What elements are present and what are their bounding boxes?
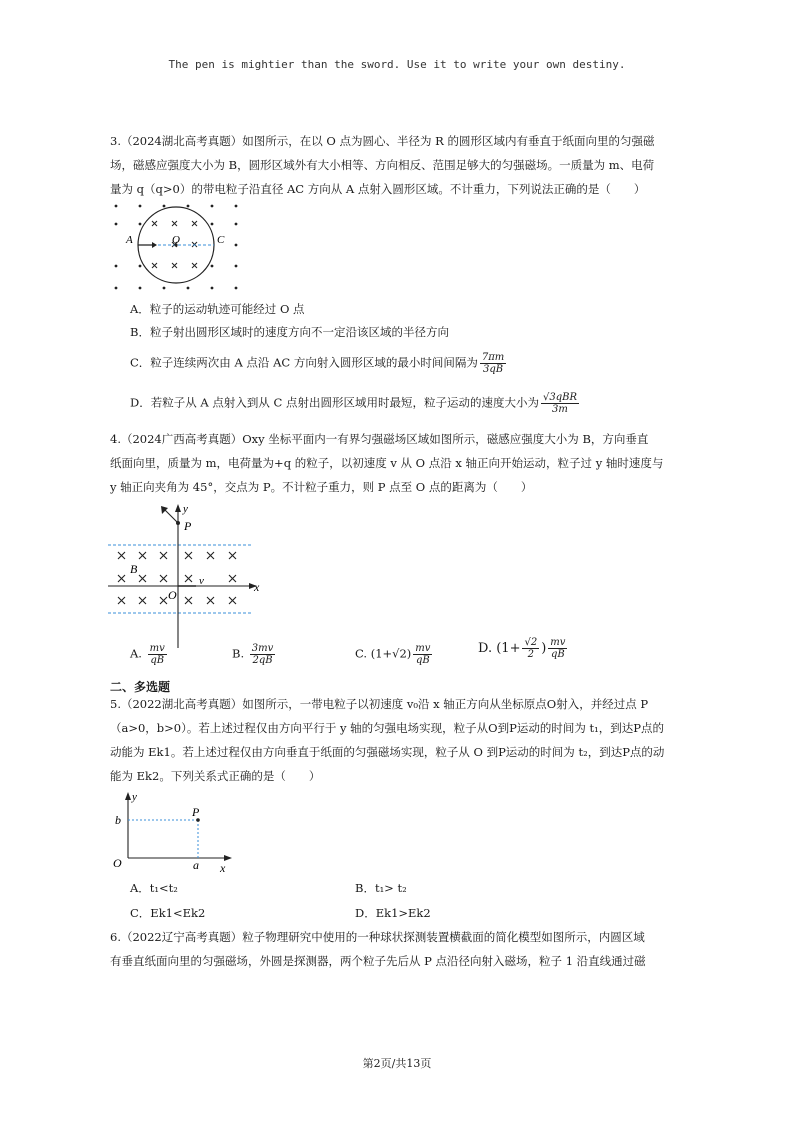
q5-label-p: P [192, 805, 200, 819]
q5-option-b: B．t₁> t₂ [355, 881, 407, 895]
q3-dot-field [115, 205, 238, 290]
q5-label-b: b [115, 813, 121, 827]
q4-b-numerator: 3mv [251, 643, 274, 654]
q4-d-inner-numerator: √2 [524, 637, 538, 648]
section-title-multi-choice: 二、多选题 [110, 680, 171, 694]
q3-label-c: C [217, 234, 225, 246]
q5-y-arrow-icon [125, 792, 131, 800]
q5-line-4: 能为 Ek2。下列关系式正确的是（ ） [110, 769, 321, 783]
q4-label-o: O [168, 588, 177, 602]
q3-option-d [130, 392, 581, 415]
q6-line-1: 6.（2022辽宁高考真题）粒子物理研究中使用的一种球状探测装置横截面的简化模型如图所示，内圆区域 [110, 930, 645, 944]
page-number: 第2页/共13页 [362, 1057, 432, 1070]
q3-line-1: 3.（2024湖北高考真题）如图所示，在以 O 点为圆心、半径为 R 的圆形区域内有垂直于纸面向里的匀强磁 [110, 134, 655, 148]
q4-d-inner-denominator: 2 [527, 649, 535, 660]
q4-exit-arrow-icon [161, 506, 168, 514]
q4-option-d-prefix: (1+ [496, 641, 521, 656]
q5-figure [108, 790, 248, 875]
q3-figure [108, 198, 248, 298]
q4-option-c-label: C. [355, 646, 368, 661]
q3-arrowhead-icon [152, 242, 157, 248]
q4-option-c-prefix: (1+√2) [370, 646, 412, 661]
q4-cross-field [118, 552, 236, 604]
q3-option-c-fraction [480, 352, 506, 375]
q3-d-denominator: 3m [552, 404, 568, 415]
q4-c-denominator: qB [415, 655, 430, 666]
q4-option-d-fraction [548, 637, 567, 660]
q3-option-c-text: C．粒子连续两次由 A 点沿 AC 方向射入圆形区域的最小时间间隔为 [130, 355, 478, 370]
q4-label-x: x [254, 580, 260, 594]
q4-line-3: y 轴正向夹角为 45°，交点为 P。不计粒子重力，则 P 点至 O 点的距离为（ ） [110, 480, 533, 494]
q5-label-y: y [132, 791, 137, 803]
q4-label-p: P [184, 519, 192, 533]
q3-option-d-fraction [541, 392, 579, 415]
q4-option-c [355, 643, 434, 666]
q4-line-1: 4.（2024广西高考真题）Oxy 坐标平面内一有界匀强磁场区域如图所示，磁感应强度大小为 B，方向垂直 [110, 432, 649, 446]
q4-option-a-fraction [148, 643, 167, 666]
q3-option-a: A．粒子的运动轨迹可能经过 O 点 [130, 302, 305, 316]
q5-line-3: 动能为 Ek1。若上述过程仅由方向垂直于纸面的匀强磁场实现，粒子从 O 到P运动的时间为 t₂，到达P点的动 [110, 745, 665, 759]
q3-line-3: 量为 q（q>0）的带电粒子沿直径 AC 方向从 A 点射入圆形区域。不计重力，下列说法正确的是（ ） [110, 182, 646, 196]
q4-label-v: v [199, 575, 204, 587]
q4-option-c-fraction [413, 643, 432, 666]
q5-option-d: D．Ek1>Ek2 [355, 906, 431, 920]
q3-c-denominator: 3qB [482, 364, 504, 375]
q4-option-b-fraction [250, 643, 276, 666]
q4-line-2: 纸面向里，质量为 m，电荷量为+q 的粒子，以初速度 v 从 O 点沿 x 轴正向开始运动，粒子过 y 轴时速度与 [110, 456, 664, 470]
q4-option-d-inner-fraction [522, 637, 539, 660]
q4-a-denominator: qB [150, 655, 165, 666]
q4-b-denominator: 2qB [252, 655, 273, 666]
q3-option-b: B．粒子射出圆形区域时的速度方向不一定沿该区域的半径方向 [130, 325, 449, 339]
q4-label-y: y [183, 503, 188, 515]
q5-option-c: C．Ek1<Ek2 [130, 906, 206, 920]
q4-figure [108, 500, 273, 650]
q4-a-numerator: mv [149, 643, 165, 654]
q4-option-a-label: A. [130, 646, 142, 661]
q3-line-2: 场，磁感应强度大小为 B，圆形区域外有大小相等、方向相反、范围足够大的匀强磁场。一质量为 m、电荷 [110, 158, 655, 172]
page-header-motto: The pen is mightier than the sword. Use it to write your own destiny. [168, 58, 626, 71]
q3-option-c [130, 352, 508, 375]
q3-label-a: A [126, 234, 133, 246]
q4-d-denominator: qB [550, 649, 565, 660]
q4-option-b [232, 643, 277, 666]
q4-option-d [478, 637, 569, 660]
q5-label-o: O [113, 856, 122, 870]
q5-label-a: a [193, 858, 199, 872]
q5-line-1: 5.（2022湖北高考真题）如图所示，一带电粒子以初速度 v₀沿 x 轴正方向从坐标原点O射入，并经过点 P [110, 697, 649, 711]
q5-line-2: （a>0，b>0）。若上述过程仅由方向平行于 y 轴的匀强电场实现，粒子从O到P运动的时间为 t₁，到达P点的 [110, 721, 664, 735]
q4-option-a [130, 643, 169, 666]
q3-d-numerator: √3qBR [542, 392, 577, 403]
q5-label-x: x [220, 861, 226, 875]
q4-label-b: B [130, 562, 138, 576]
q4-option-d-suffix: ) [541, 641, 547, 656]
q6-line-2: 有垂直纸面向里的匀强磁场，外圆是探测器，两个粒子先后从 P 点沿径向射入磁场，粒子 1 沿直线通过磁 [110, 954, 646, 968]
q5-option-a: A．t₁<t₂ [130, 881, 178, 895]
q3-label-o: O [172, 234, 180, 246]
q3-option-d-text: D．若粒子从 A 点射入到从 C 点射出圆形区域用时最短，粒子运动的速度大小为 [130, 395, 539, 410]
q4-option-d-label: D. [478, 641, 493, 656]
q4-y-arrow-icon [175, 504, 181, 512]
q3-c-numerator: 7πm [481, 352, 505, 363]
q4-c-numerator: mv [415, 643, 431, 654]
q4-option-b-label: B. [232, 646, 245, 661]
q4-d-numerator: mv [550, 637, 566, 648]
